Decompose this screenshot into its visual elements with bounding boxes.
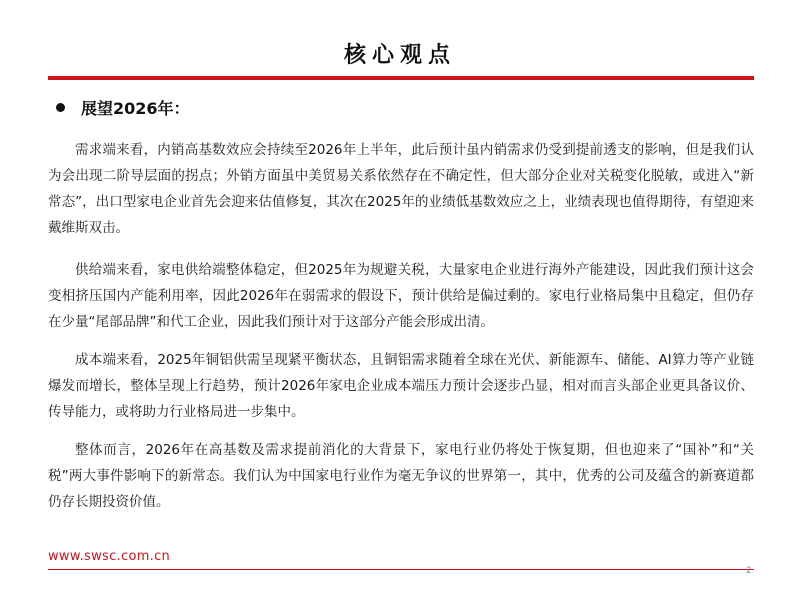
paragraph-supply: 供给端来看，家电供给端整体稳定，但2025年为规避关税，大量家电企业进行海外产能建设，因此我们预计这会变相挤压国内产能利用率，因此2026年在弱需求的假设下，预计供给是偏过剩的。家电行业格局集中且稳定，但仍存在少量“尾部品牌”和代工企业，因此我们预计对于这部分产能会形成出清。 (48, 262, 754, 330)
title-divider (48, 76, 754, 80)
section-heading (48, 96, 190, 118)
paragraph-conclusion: 整体而言，2026年在高基数及需求提前消化的大背景下，家电行业仍将处于恢复期，但也迎来了“国补”和“关税”两大事件影响下的新常态。我们认为中国家电行业作为毫无争议的世界第一，其中，优秀的公司及蕴含的新赛道都仍存长期投资价值。 (48, 442, 754, 510)
paragraph-cost: 成本端来看，2025年铜铝供需呈现紧平衡状态，且铜铝需求随着全球在光伏、新能源车、储能、AI算力等产业链爆发而增长，整体呈现上行趋势，预计2026年家电企业成本端压力预计会逐步凸显，相对而言头部企业更具备议价、传导能力，或将助力行业格局进一步集中。 (48, 352, 754, 420)
footer-website-link[interactable]: www.swsc.com.cn (48, 549, 171, 564)
paragraph-demand: 需求端来看，内销高基数效应会持续至2026年上半年，此后预计虽内销需求仍受到提前透支的影响，但是我们认为会出现二阶导层面的拐点；外销方面虽中美贸易关系依然存在不确定性，但大部分企业对关税变化脱敏，或进入“新常态”，出口型家电企业首先会迎来估值修复，其次在2025年的业绩低基数效应之上，业绩表现也值得期待，有望迎来戴维斯双击。 (48, 142, 754, 236)
page-title: 核心观点 (343, 43, 456, 68)
bullet-icon (56, 103, 65, 112)
footer-divider (48, 569, 754, 570)
page-number: 2 (746, 566, 752, 576)
section-heading-text: 展望2026年： (81, 98, 190, 118)
